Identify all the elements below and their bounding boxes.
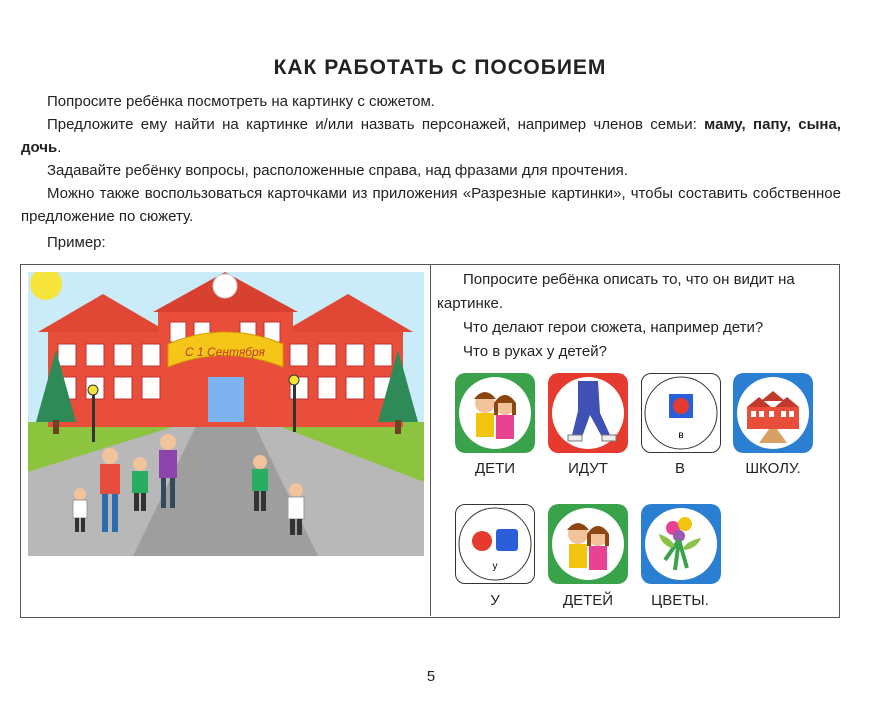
family-members: маму, папу, сына, дочь xyxy=(21,116,841,156)
card-word: ШКОЛУ. xyxy=(745,460,801,477)
card-children xyxy=(455,373,535,453)
preposition-v-icon xyxy=(642,374,720,452)
card-caption: у xyxy=(492,561,498,572)
instruction-paragraph: Задавайте ребёнку вопросы, расположенные справа, над фразами для прочтения. xyxy=(47,162,628,179)
school-building-icon xyxy=(733,373,813,453)
walking-legs-icon xyxy=(548,373,628,453)
card-word: ИДУТ xyxy=(568,460,608,477)
card-word: ДЕТИ xyxy=(474,460,516,477)
question-text: Что делают герои сюжета, например дети? xyxy=(463,319,764,336)
children-icon xyxy=(548,504,628,584)
card-word: ЦВЕТЫ. xyxy=(651,592,709,609)
card-school xyxy=(733,373,813,453)
card-word: ДЕТЕЙ xyxy=(562,592,614,609)
children-icon xyxy=(455,373,535,453)
card-children xyxy=(548,504,628,584)
flowers-icon xyxy=(641,504,721,584)
school-scene-illustration xyxy=(28,272,424,556)
page-number: 5 xyxy=(426,668,436,685)
preposition-u-icon xyxy=(456,505,534,583)
card-preposition-u xyxy=(455,504,535,584)
questions-block xyxy=(437,268,833,364)
card-caption: в xyxy=(678,430,684,441)
question-text: Попросите ребёнка описать то, что он видит на картинке. xyxy=(437,271,795,312)
instruction-paragraph: Попросите ребёнка посмотреть на картинку с сюжетом. xyxy=(47,93,435,110)
page-title: КАК РАБОТАТЬ С ПОСОБИЕМ xyxy=(273,56,607,79)
card-flowers xyxy=(641,504,721,584)
instruction-paragraph: Можно также воспользоваться карточками из приложения «Разрезные картинки», чтобы составить собственное предложение по сюжету. xyxy=(21,185,841,225)
card-walking xyxy=(548,373,628,453)
card-preposition-v xyxy=(641,373,721,453)
instructions xyxy=(21,90,841,228)
banner-text: С 1 Сентября xyxy=(185,345,265,359)
example-divider xyxy=(430,264,431,616)
card-word: В xyxy=(674,460,685,477)
example-label: Пример: xyxy=(47,234,106,251)
instruction-paragraph: Предложите ему найти на картинке и/или назвать персонажей, например членов семьи: маму, папу, сына, дочь. xyxy=(21,116,841,156)
question-text: Что в руках у детей? xyxy=(463,343,607,360)
card-word: У xyxy=(490,592,500,609)
